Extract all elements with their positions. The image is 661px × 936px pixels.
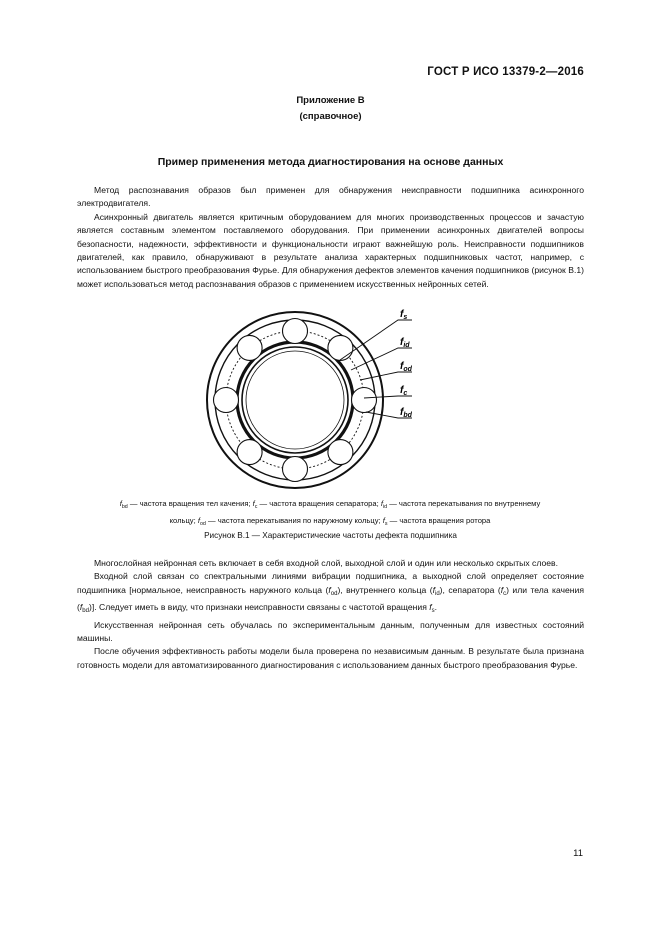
bearing-diagram [200, 300, 430, 495]
inner-ring-inner [242, 347, 348, 453]
rolling-element [214, 388, 239, 413]
paragraph: Искусственная нейронная сеть обучалась по экспериментальным данным, полученным для известных состояний машины. [77, 619, 584, 644]
paragraph: Входной слой связан со спектральными линиями вибрации подшипника, а выходной слой определяет состояние подшипника [нормальное, неисправность наружного кольца $(f_{od})$, внутреннего кольца $(f_{id})$, сепаратора $(f_c)$ или тела качения $(f_{bd})$]. Следует иметь в виду, что признаки неисправности связаны с частотой вращения $f_s$. [77, 571, 585, 615]
paragraph: Многослойная нейронная сеть включает в себя входной слой, выходной слой и один или несколько скрытых слоев. [94, 558, 558, 568]
section-title: Пример применения метода диагностирования на основе данных [157, 156, 504, 168]
legend-line-1: $f_{bd}$ — частота вращения тел качения; $f_c$ — частота вращения сепаратора; $f_{id}$ — частота перекатывания по внутреннему [119, 499, 541, 510]
standard-code: ГОСТ Р ИСО 13379-2—2016 [427, 66, 584, 78]
paragraph: Асинхронный двигатель является критичным оборудованием для многих производственных процессов и зачастую является составным элементом поставляемого оборудования. При применении асинхронных двигателей вопросы безопасности, надежности, эффективности и функциональности играют важнейшую роль. Неисправности подшипников двигателей, как правило, обнаруживают в результате анализа характерных подшипниковых частот, например, с использованием быстрого преобразования Фурье. Для обнаружения дефектов элементов качения подшипников (рисунок В.1) может использоваться метод распознавания образов с применением искусственных нейронных сетей. [77, 211, 584, 289]
appendix-subtitle: (справочное) [299, 111, 362, 122]
body-text [77, 557, 584, 672]
rolling-elements [214, 319, 377, 482]
label-fc: $f_c$ [400, 385, 408, 397]
intro-text [77, 184, 584, 291]
appendix-title: Приложение В [296, 95, 365, 106]
label-fs: $f_s$ [400, 309, 408, 321]
page-number: 11 [573, 848, 583, 859]
label-fbd: $f_{bd}$ [400, 407, 412, 419]
label-fid: $f_{id}$ [400, 337, 410, 349]
rolling-element [328, 335, 353, 360]
legend-line-2: кольцу; $f_{od}$ — частота перекатывания по наружному кольцу; $f_s$ — частота вращения ротора [169, 516, 491, 527]
paragraph: Метод распознавания образов был применен для обнаружения неисправности подшипника асинхронного электродвигателя. [77, 185, 584, 209]
rolling-element [283, 319, 308, 344]
rolling-element [283, 457, 308, 482]
rolling-element [328, 440, 353, 465]
paragraph: После обучения эффективность работы модели была проверена по независимым данным. В результате была признана готовность модели для автоматизированного диагностирования с использованием данных быстрого преобразования Фурье. [77, 646, 584, 670]
label-fod: $f_{od}$ [400, 361, 412, 373]
rolling-element [352, 388, 377, 413]
rolling-element [237, 335, 262, 360]
inner-ring-bore [246, 351, 344, 449]
leader-line-fod [360, 372, 412, 380]
figure-legend [50, 497, 610, 531]
rolling-element [237, 440, 262, 465]
figure-caption: Рисунок В.1 — Характеристические частоты дефекта подшипника [204, 531, 457, 540]
appendix-heading [0, 93, 661, 125]
